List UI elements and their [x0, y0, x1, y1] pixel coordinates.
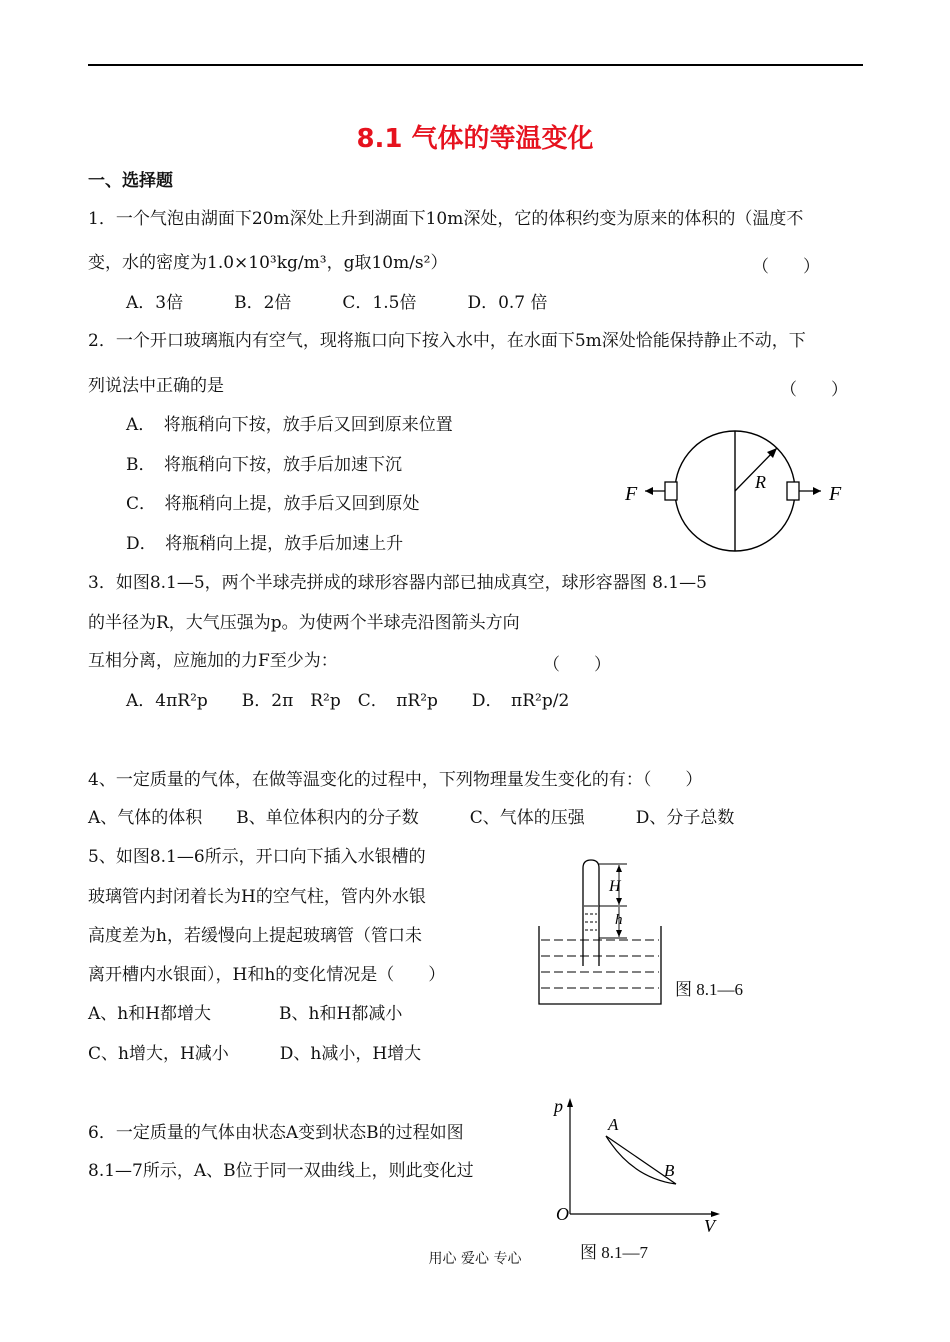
H-label: H	[609, 878, 621, 895]
mercury-trough-figure	[535, 858, 665, 1006]
q5-line2: 玻璃管内封闭着长为H的空气柱，管内外水银	[88, 887, 426, 907]
q4-options: A、气体的体积 B、单位体积内的分子数 C、气体的压强 D、分子总数	[88, 808, 735, 828]
q3-answer-paren: （ ）	[543, 655, 611, 675]
q3-line2: 的半径为R，大气压强为p。为使两个半球壳沿图箭头方向	[88, 613, 520, 633]
page-footer: 用心 爱心 专心	[428, 1251, 522, 1267]
q2-line2: 列说法中正确的是	[88, 376, 224, 396]
sphere-figure	[615, 428, 855, 554]
p-axis-label: p	[554, 1096, 563, 1116]
q5-options-row1: A、h和H都增大 B、h和H都减小	[88, 1004, 403, 1024]
h-label: h	[615, 912, 623, 928]
q1-line2: 变，水的密度为1.0×10³kg/m³，g取10m/s²）	[88, 253, 448, 273]
header-rule	[88, 64, 863, 66]
q5-line3: 高度差为h，若缓慢向上提起玻璃管（管口未	[88, 926, 422, 946]
q3-options: A．4πR²p B．2π R²p C． πR²p D． πR²p/2	[126, 691, 570, 711]
q3-line1: 3．如图8.1—5，两个半球壳拼成的球形容器内部已抽成真空，球形容器图 8.1—5	[88, 573, 707, 593]
radius-label: R	[755, 472, 766, 492]
q6-line1: 6．一定质量的气体由状态A变到状态B的过程如图	[88, 1123, 464, 1143]
force-left-label: F	[625, 483, 638, 505]
pv-graph-figure	[548, 1094, 724, 1240]
q2-line1: 2．一个开口玻璃瓶内有空气，现将瓶口向下按入水中，在水面下5m深处恰能保持静止不动，下	[88, 331, 806, 351]
origin-label: O	[556, 1204, 569, 1224]
q2-option-b: B． 将瓶稍向下按，放手后加速下沉	[126, 455, 402, 475]
q5-line4: 离开槽内水银面），H和h的变化情况是（ ）	[88, 965, 446, 985]
V-axis-label: V	[704, 1216, 715, 1236]
q5-options-row2: C、h增大，H减小 D、h减小，H增大	[88, 1044, 422, 1064]
point-A-label: A	[608, 1115, 619, 1134]
q2-option-d: D． 将瓶稍向上提，放手后加速上升	[126, 534, 404, 554]
q3-line3: 互相分离，应施加的力F至少为：	[88, 651, 338, 671]
q2-option-c: C． 将瓶稍向上提，放手后又回到原处	[126, 494, 420, 514]
q2-option-a: A． 将瓶稍向下按，放手后又回到原来位置	[126, 415, 453, 435]
force-right-label: F	[829, 483, 842, 505]
q1-options: A．3倍 B．2倍 C．1.5倍 D．0.7 倍	[126, 293, 548, 313]
figure-6-caption: 图 8.1—6	[675, 980, 743, 999]
q5-line1: 5、如图8.1—6所示，开口向下插入水银槽的	[88, 847, 426, 867]
point-B-label: B	[664, 1161, 675, 1180]
q6-line2: 8.1—7所示，A、B位于同一双曲线上，则此变化过	[88, 1161, 474, 1181]
section-heading: 一、选择题	[88, 171, 173, 191]
page-title: 8.1 气体的等温变化	[356, 124, 594, 154]
q2-answer-paren: （ ）	[780, 380, 848, 400]
figure-7-caption: 图 8.1—7	[580, 1243, 648, 1262]
q1-answer-paren: （ ）	[752, 257, 820, 277]
q4-line1: 4、一定质量的气体，在做等温变化的过程中，下列物理量发生变化的有：（ ）	[88, 770, 703, 790]
q1-line1: 1．一个气泡由湖面下20m深处上升到湖面下10m深处，它的体积约变为原来的体积的（温度不	[88, 209, 804, 229]
